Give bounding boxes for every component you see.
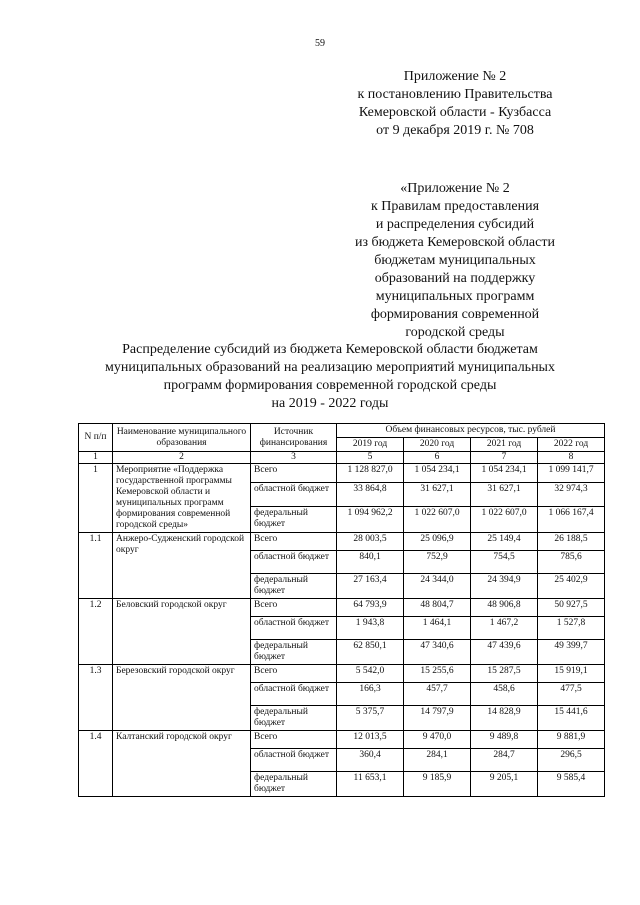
funding-source: областной бюджет [251,683,337,706]
amount-cell: 33 864,8 [337,482,404,506]
municipality-name: Березовский городской округ [113,665,251,731]
amount-cell: 840,1 [337,551,404,574]
amount-cell: 1 066 167,4 [538,506,605,532]
header-name: Наименование муниципального образования [113,424,251,452]
amount-cell: 1 022 607,0 [404,506,471,532]
annex-line: городской среды [405,325,505,340]
amount-cell: 754,5 [471,551,538,574]
amount-cell: 15 287,5 [471,665,538,683]
funding-source: федеральный бюджет [251,772,337,797]
header-year: 2019 год [337,438,404,452]
annex-header [336,68,574,140]
funding-source: Всего [251,533,337,551]
amount-cell: 48 906,8 [471,599,538,617]
annex-line: образований на поддержку [374,271,536,286]
funding-source: областной бюджет [251,551,337,574]
column-index: 6 [404,452,471,464]
page-number: 59 [315,38,325,49]
amount-cell: 9 470,0 [404,731,471,749]
funding-source: федеральный бюджет [251,506,337,532]
amount-cell: 9 185,9 [404,772,471,797]
amount-cell: 1 054 234,1 [404,464,471,483]
amount-cell: 25 402,9 [538,574,605,599]
row-number: 1.1 [79,533,113,599]
row-number: 1 [79,464,113,533]
amount-cell: 28 003,5 [337,533,404,551]
amount-cell: 62 850,1 [337,640,404,665]
annex-line: из бюджета Кемеровской области [355,235,555,250]
amount-cell: 457,7 [404,683,471,706]
funding-source: областной бюджет [251,482,337,506]
municipality-name: Анжеро-Судженский городской округ [113,533,251,599]
funding-source: Всего [251,599,337,617]
header-source: Источник финансирования [251,424,337,452]
column-index-row [79,452,605,464]
amount-cell: 5 375,7 [337,706,404,731]
header-year: 2020 год [404,438,471,452]
annex-line: к Правилам предоставления [370,199,540,214]
amount-cell: 9 881,9 [538,731,605,749]
amount-cell: 1 128 827,0 [337,464,404,483]
amount-cell: 1 464,1 [404,617,471,640]
amount-cell: 31 627,1 [404,482,471,506]
title-line: муниципальных образований на реализацию мероприятий муниципальных [105,360,555,375]
table-row [79,599,605,617]
funding-source: Всего [251,464,337,483]
header-year: 2022 год [538,438,605,452]
amount-cell: 31 627,1 [471,482,538,506]
table-row [79,464,605,483]
amount-cell: 47 439,6 [471,640,538,665]
amount-cell: 15 919,1 [538,665,605,683]
municipality-name: Беловский городской округ [113,599,251,665]
amount-cell: 296,5 [538,749,605,772]
amount-cell: 166,3 [337,683,404,706]
funding-source: областной бюджет [251,749,337,772]
amount-cell: 15 441,6 [538,706,605,731]
amount-cell: 24 394,9 [471,574,538,599]
amount-cell: 25 096,9 [404,533,471,551]
table-row [79,533,605,551]
amount-cell: 14 828,9 [471,706,538,731]
amount-cell: 15 255,6 [404,665,471,683]
amount-cell: 24 344,0 [404,574,471,599]
header-num: N п/п [79,424,113,452]
funding-source: федеральный бюджет [251,640,337,665]
annex-line: от 9 декабря 2019 г. № 708 [376,123,534,138]
column-index: 2 [113,452,251,464]
amount-cell: 1 022 607,0 [471,506,538,532]
amount-cell: 1 527,8 [538,617,605,640]
amount-cell: 284,7 [471,749,538,772]
amount-cell: 14 797,9 [404,706,471,731]
funding-source: областной бюджет [251,617,337,640]
row-number: 1.2 [79,599,113,665]
annex-line: формирования современной [370,307,540,322]
amount-cell: 1 099 141,7 [538,464,605,483]
annex-line: к постановлению Правительства [357,87,553,102]
annex-line: и распределения субсидий [375,217,535,232]
column-index: 5 [337,452,404,464]
amount-cell: 48 804,7 [404,599,471,617]
amount-cell: 32 974,3 [538,482,605,506]
amount-cell: 25 149,4 [471,533,538,551]
column-index: 8 [538,452,605,464]
amount-cell: 1 094 962,2 [337,506,404,532]
annex-line: муниципальных программ [375,289,535,304]
amount-cell: 11 653,1 [337,772,404,797]
funding-source: федеральный бюджет [251,574,337,599]
row-number: 1.3 [79,665,113,731]
municipality-name: Мероприятие «Поддержка государственной программы Кемеровской области и муниципальных программ формирования современной городской среды» [113,464,251,533]
amount-cell: 5 542,0 [337,665,404,683]
title-line: Распределение субсидий из бюджета Кемеровской области бюджетам [122,342,538,357]
annex-line: «Приложение № 2 [400,181,510,196]
amount-cell: 49 399,7 [538,640,605,665]
amount-cell: 1 467,2 [471,617,538,640]
table-row [79,665,605,683]
amount-cell: 1 054 234,1 [471,464,538,483]
funding-source: федеральный бюджет [251,706,337,731]
annex-line: бюджетам муниципальных [374,253,536,268]
column-index: 3 [251,452,337,464]
amount-cell: 9 205,1 [471,772,538,797]
amount-cell: 64 793,9 [337,599,404,617]
header-volume: Объем финансовых ресурсов, тыс. рублей [337,424,605,438]
column-index: 7 [471,452,538,464]
annex-line: Приложение № 2 [403,69,507,84]
amount-cell: 477,5 [538,683,605,706]
amount-cell: 47 340,6 [404,640,471,665]
amount-cell: 458,6 [471,683,538,706]
row-number: 1.4 [79,731,113,797]
amount-cell: 50 927,5 [538,599,605,617]
document-title [60,341,600,413]
funding-source: Всего [251,731,337,749]
column-index: 1 [79,452,113,464]
amount-cell: 12 013,5 [337,731,404,749]
amount-cell: 752,9 [404,551,471,574]
amount-cell: 9 489,8 [471,731,538,749]
amount-cell: 360,4 [337,749,404,772]
header-year: 2021 год [471,438,538,452]
amount-cell: 785,6 [538,551,605,574]
amount-cell: 27 163,4 [337,574,404,599]
rules-annex-header [330,180,580,342]
amount-cell: 1 943,8 [337,617,404,640]
title-line: программ формирования современной городской среды [163,378,497,393]
amount-cell: 9 585,4 [538,772,605,797]
subsidy-table [78,423,605,797]
amount-cell: 284,1 [404,749,471,772]
table-row [79,731,605,749]
amount-cell: 26 188,5 [538,533,605,551]
funding-source: Всего [251,665,337,683]
annex-line: Кемеровской области - Кузбасса [358,105,552,120]
title-line: на 2019 - 2022 годы [271,396,389,411]
municipality-name: Калтанский городской округ [113,731,251,797]
